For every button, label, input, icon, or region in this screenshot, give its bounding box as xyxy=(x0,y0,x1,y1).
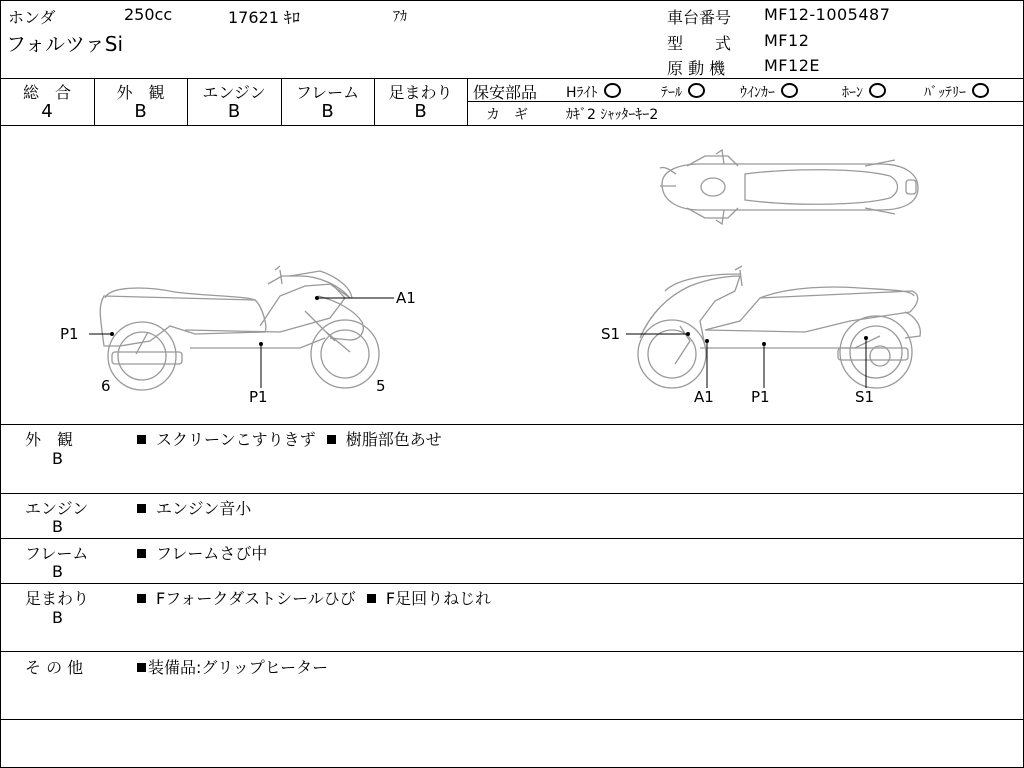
type-value: MF12 xyxy=(764,31,810,50)
note-grade: B xyxy=(52,449,63,468)
note-category: 足まわり xyxy=(25,589,90,608)
ok-circle-icon xyxy=(869,83,886,98)
frame-no-label: 車台番号 xyxy=(667,8,732,27)
label-a1-right: A1 xyxy=(694,388,714,406)
grade-exterior-label: 外 観 xyxy=(116,83,165,102)
note-category: エンジン xyxy=(25,499,89,518)
engine-model-label: 原 動 機 xyxy=(667,59,726,78)
safety-item-tail: ﾃｰﾙ xyxy=(661,82,705,102)
grade-engine-value: B xyxy=(227,101,241,122)
label-five: 5 xyxy=(376,377,386,395)
note-items: エンジン音小 xyxy=(137,496,251,519)
label-s1-left: S1 xyxy=(601,325,621,343)
label-p1-right: P1 xyxy=(751,388,770,406)
note-items: Fフォークダストシールひび F足回りねじれ xyxy=(137,586,491,609)
ok-circle-icon xyxy=(604,83,621,98)
bullet-square-icon xyxy=(327,435,336,444)
safety-item-winker: ｳｲﾝｶｰ xyxy=(740,82,798,102)
color: ｱｶ xyxy=(393,9,407,25)
bullet-square-icon xyxy=(367,594,376,603)
bullet-square-icon xyxy=(137,594,146,603)
note-category: フレーム xyxy=(25,544,89,563)
model-name: フォルツァSi xyxy=(6,32,124,56)
note-grade: B xyxy=(52,562,63,581)
ok-circle-icon xyxy=(688,83,705,98)
note-items: 装備品:グリップヒーター xyxy=(137,655,328,678)
scooter-right-view xyxy=(638,266,920,388)
scooter-top-view xyxy=(660,150,918,224)
label-p1-front: P1 xyxy=(60,325,79,343)
label-a1-left: A1 xyxy=(396,289,416,307)
scooter-left-view xyxy=(100,266,379,390)
grade-suspension-label: 足まわり xyxy=(388,83,453,102)
engine-model-value: MF12E xyxy=(764,56,820,75)
grade-overall-label: 総 合 xyxy=(22,83,71,102)
note-grade: B xyxy=(52,608,63,627)
type-label: 型 式 xyxy=(667,34,732,53)
maker: ホンダ xyxy=(8,8,56,27)
note-grade: B xyxy=(52,517,63,536)
note-items: スクリーンこすりきず 樹脂部色あせ xyxy=(137,427,442,450)
grade-engine-label: エンジン xyxy=(202,83,266,102)
grade-frame-label: フレーム xyxy=(295,83,360,102)
safety-label: 保安部品 xyxy=(473,83,538,102)
safety-item-headlight: Hﾗｲﾄ xyxy=(566,82,621,102)
grade-overall-value: 4 xyxy=(41,101,53,122)
label-s1-right: S1 xyxy=(855,388,875,406)
ok-circle-icon xyxy=(972,83,989,98)
keys-label: カ ギ xyxy=(486,107,528,123)
mileage: 17621 ｷﾛ xyxy=(228,8,300,27)
grade-frame-value: B xyxy=(321,101,334,122)
safety-item-horn: ﾎｰﾝ xyxy=(842,82,886,102)
frame-no: MF12-1005487 xyxy=(764,5,891,24)
grade-exterior-value: B xyxy=(134,101,147,122)
label-p1-bottom: P1 xyxy=(249,388,268,406)
label-six: 6 xyxy=(101,377,111,395)
safety-item-battery: ﾊﾞｯﾃﾘｰ xyxy=(924,82,989,102)
keys-value: ｶｷﾞ2 ｼｬｯﾀｰｷｰ2 xyxy=(566,107,659,123)
bullet-square-icon xyxy=(137,504,146,513)
note-category: 外 観 xyxy=(25,430,74,449)
ok-circle-icon xyxy=(781,83,798,98)
displacement: 250cc xyxy=(124,5,173,24)
bullet-square-icon xyxy=(137,435,146,444)
bullet-square-icon xyxy=(137,549,146,558)
note-items: フレームさび中 xyxy=(137,541,267,564)
grade-suspension-value: B xyxy=(414,101,427,122)
note-category: そ の 他 xyxy=(25,658,84,677)
motorcycle-diagram xyxy=(0,126,1024,424)
bullet-square-icon xyxy=(137,663,146,672)
